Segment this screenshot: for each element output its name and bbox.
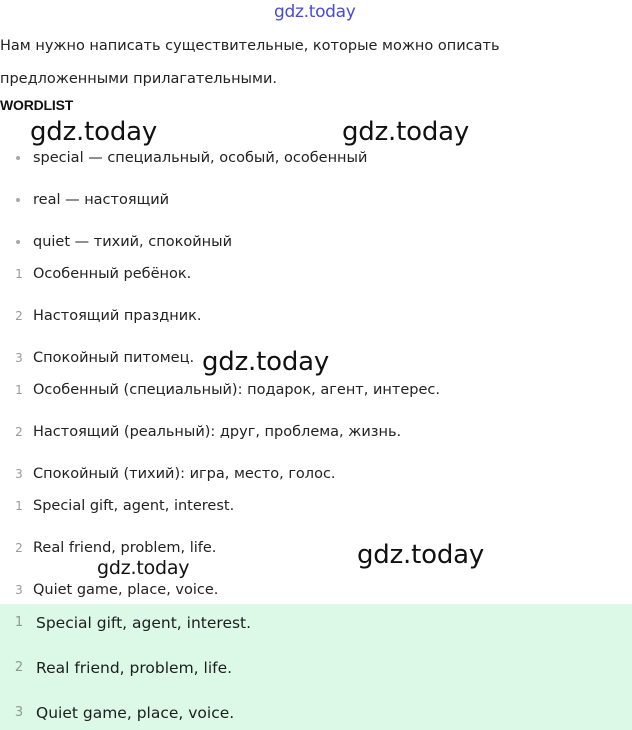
list-number: 3 <box>15 351 23 365</box>
list-number: 3 <box>15 583 23 597</box>
answer-box: 1 Special gift, agent, interest. 2 Real friend, problem, life. 3 Quiet game, place, voice. <box>0 604 632 730</box>
list-number: 1 <box>15 499 23 513</box>
watermark: gdz.today <box>97 557 190 579</box>
bullet-icon <box>16 240 20 244</box>
site-logo[interactable]: gdz.today <box>274 2 356 22</box>
list-number: 2 <box>15 541 23 555</box>
list-number: 3 <box>15 467 23 481</box>
bullet-icon <box>16 156 20 160</box>
list-number: 1 <box>15 267 23 281</box>
list-number: 2 <box>14 660 24 675</box>
list-number: 2 <box>15 309 23 323</box>
watermark: gdz.today <box>30 117 158 147</box>
intro-line-1: Нам нужно написать существительные, которые можно описать <box>0 38 500 54</box>
watermark: gdz.today <box>357 540 485 570</box>
list-number: 1 <box>14 615 24 630</box>
task-intro <box>0 30 620 96</box>
page: gdz.today Нам нужно написать существительные, которые можно описать предложенными прилагательными. WORDLIST special — специальный, особый, особенный real — настоящий quiet — тихий, спокойный 1 Особенный ребёнок. 2 Настоящий праздник. 3 Спокойный питомец. 1 Особенный (специальный): подарок, агент, интерес. 2 Настоящий (реальный): друг, проблема, жизнь. 3 Спокойный (тихий): игра, место, голос. 1 Special gift, agent, interest. 2 Real friend, problem, life. 3 Quiet game, place, voice. 1 Special gift, agent, interest. 2 Real friend, problem, life. 3 Quiet game, place, voice. gdz.today gdz.today gdz.today gdz.today gdz.today <box>0 0 632 730</box>
list-number: 3 <box>14 705 24 720</box>
intro-line-2: предложенными прилагательными. <box>0 71 277 87</box>
list-number: 2 <box>15 425 23 439</box>
wordlist-heading: WORDLIST <box>0 97 74 113</box>
watermark: gdz.today <box>342 117 470 147</box>
list-number: 1 <box>15 383 23 397</box>
bullet-icon <box>16 198 20 202</box>
watermark: gdz.today <box>202 347 330 377</box>
